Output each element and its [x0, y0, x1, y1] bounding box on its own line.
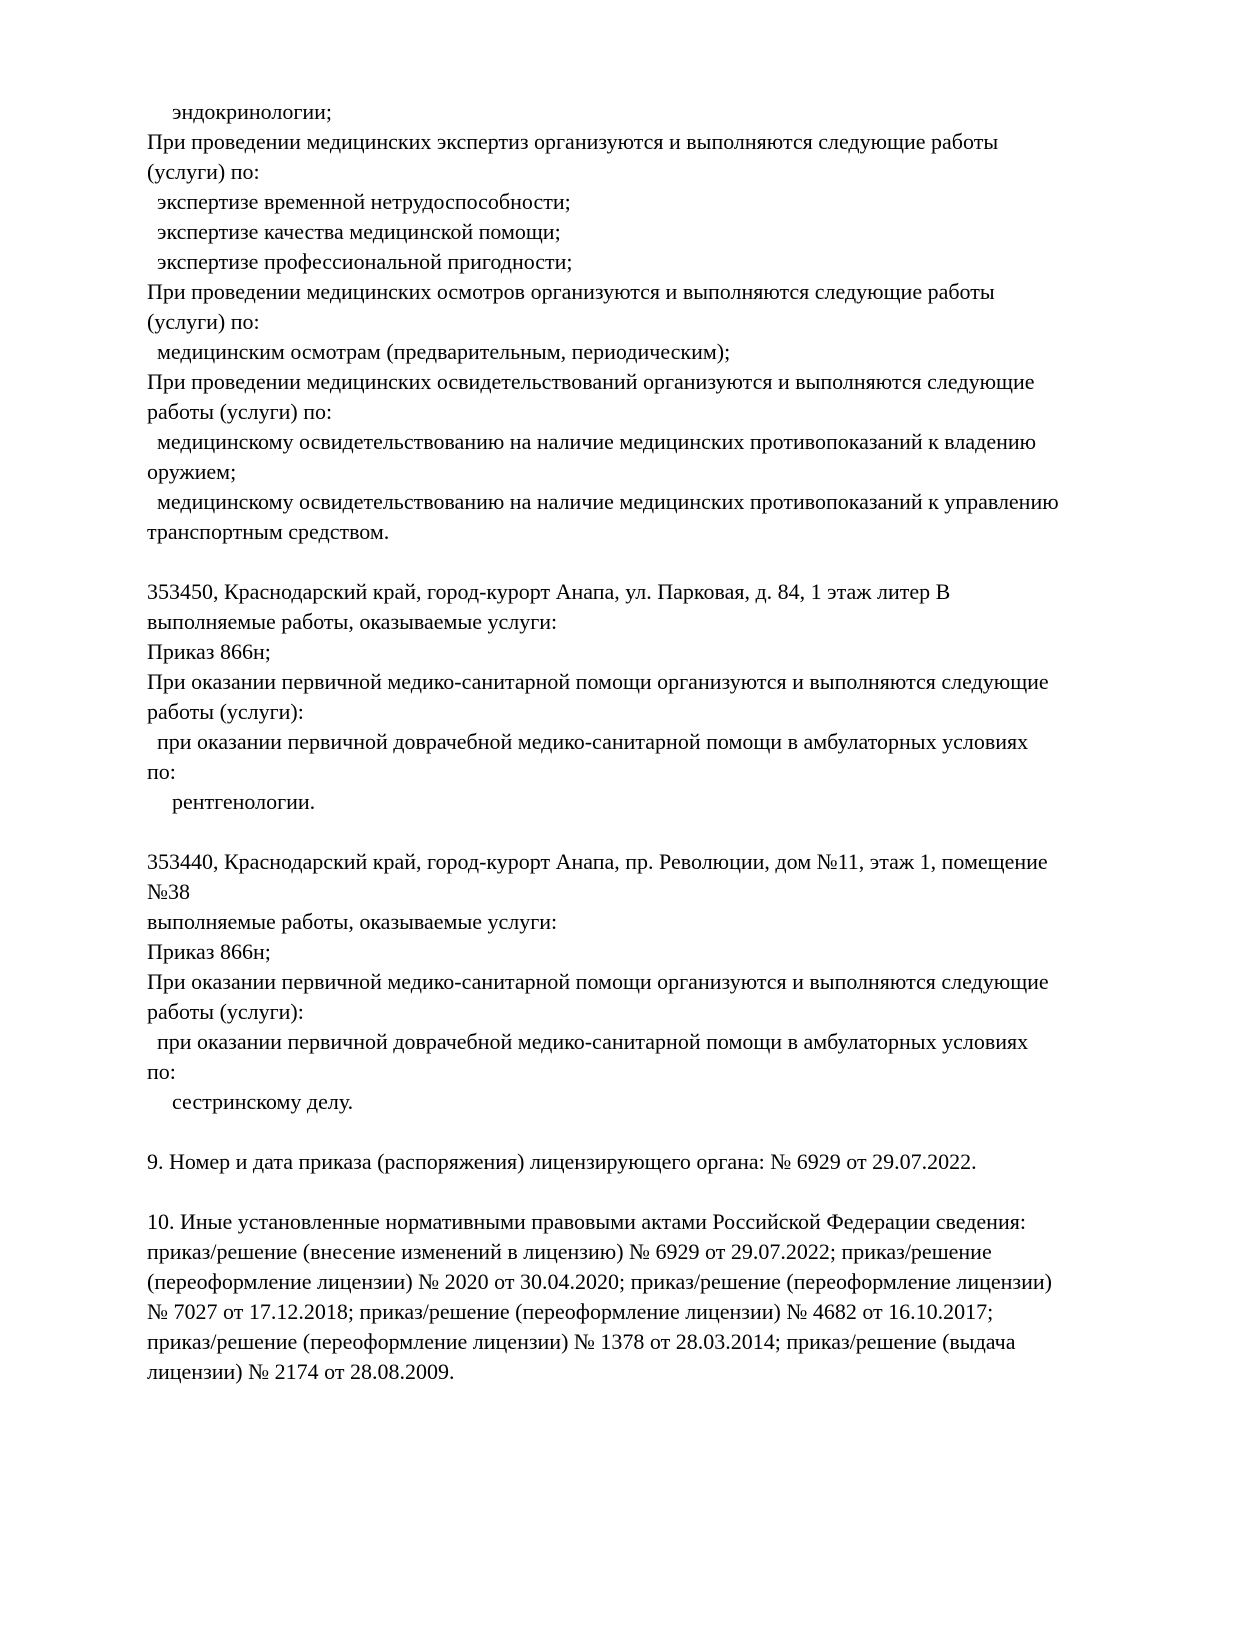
doc-line: при оказании первичной доврачебной медико-санитарной помощи в амбулаторных условиях	[157, 729, 1029, 754]
doc-line: работы (услуги):	[147, 699, 304, 724]
doc-line: выполняемые работы, оказываемые услуги:	[147, 909, 558, 934]
doc-line: медицинскому освидетельствованию на наличие медицинских противопоказаний к владению	[157, 429, 1037, 454]
doc-line: №38	[147, 879, 190, 904]
address-block-353450	[147, 577, 1120, 817]
doc-line: медицинским осмотрам (предварительным, периодическим);	[157, 339, 731, 364]
doc-line: При проведении медицинских освидетельствований организуются и выполняются следующие	[147, 369, 1035, 394]
address-block-353440	[147, 847, 1120, 1117]
doc-line: экспертизе временной нетрудоспособности;	[157, 189, 571, 214]
address-line: 353450, Краснодарский край, город-курорт Анапа, ул. Парковая, д. 84, 1 этаж литер В	[147, 579, 951, 604]
doc-line: при оказании первичной доврачебной медико-санитарной помощи в амбулаторных условиях	[157, 1029, 1029, 1054]
doc-line: эндокринологии;	[172, 99, 333, 124]
doc-line: При проведении медицинских экспертиз организуются и выполняются следующие работы	[147, 129, 999, 154]
doc-line: экспертизе качества медицинской помощи;	[157, 219, 561, 244]
doc-line: При проведении медицинских осмотров организуются и выполняются следующие работы	[147, 279, 995, 304]
doc-line: оружием;	[147, 459, 237, 484]
doc-line: (переоформление лицензии) № 2020 от 30.04.2020; приказ/решение (переоформление лицензии)	[147, 1269, 1052, 1294]
doc-line: по:	[147, 759, 176, 784]
doc-line: медицинскому освидетельствованию на наличие медицинских противопоказаний к управлению	[157, 489, 1059, 514]
doc-line: 9. Номер и дата приказа (распоряжения) лицензирующего органа: № 6929 от 29.07.2022.	[147, 1149, 977, 1174]
doc-line: приказ/решение (внесение изменений в лицензию) № 6929 от 29.07.2022; приказ/решение	[147, 1239, 992, 1264]
doc-line: сестринскому делу.	[172, 1089, 354, 1114]
doc-line: При оказании первичной медико-санитарной помощи организуются и выполняются следующие	[147, 969, 1049, 994]
doc-line: (услуги) по:	[147, 159, 260, 184]
doc-line: Приказ 866н;	[147, 939, 271, 964]
doc-line: приказ/решение (переоформление лицензии) № 1378 от 28.03.2014; приказ/решение (выдача	[147, 1329, 1016, 1354]
doc-line: Приказ 866н;	[147, 639, 271, 664]
doc-line: При оказании первичной медико-санитарной помощи организуются и выполняются следующие	[147, 669, 1049, 694]
works-services-list-continued	[147, 97, 1120, 547]
item-9-order-number	[147, 1147, 1120, 1177]
doc-line: по:	[147, 1059, 176, 1084]
doc-line: лицензии) № 2174 от 28.08.2009.	[147, 1359, 455, 1384]
doc-line: № 7027 от 17.12.2018; приказ/решение (переоформление лицензии) № 4682 от 16.10.2017;	[147, 1299, 994, 1324]
address-line: 353440, Краснодарский край, город-курорт Анапа, пр. Революции, дом №11, этаж 1, помещение	[147, 849, 1048, 874]
item-10-other-info	[147, 1207, 1120, 1387]
doc-line: рентгенологии.	[172, 789, 316, 814]
doc-line: 10. Иные установленные нормативными правовыми актами Российской Федерации сведения:	[147, 1209, 1026, 1234]
doc-line: экспертизе профессиональной пригодности;	[157, 249, 573, 274]
doc-line: транспортным средством.	[147, 519, 390, 544]
doc-line: выполняемые работы, оказываемые услуги:	[147, 609, 558, 634]
doc-line: работы (услуги) по:	[147, 399, 333, 424]
doc-line: (услуги) по:	[147, 309, 260, 334]
doc-line: работы (услуги):	[147, 999, 304, 1024]
